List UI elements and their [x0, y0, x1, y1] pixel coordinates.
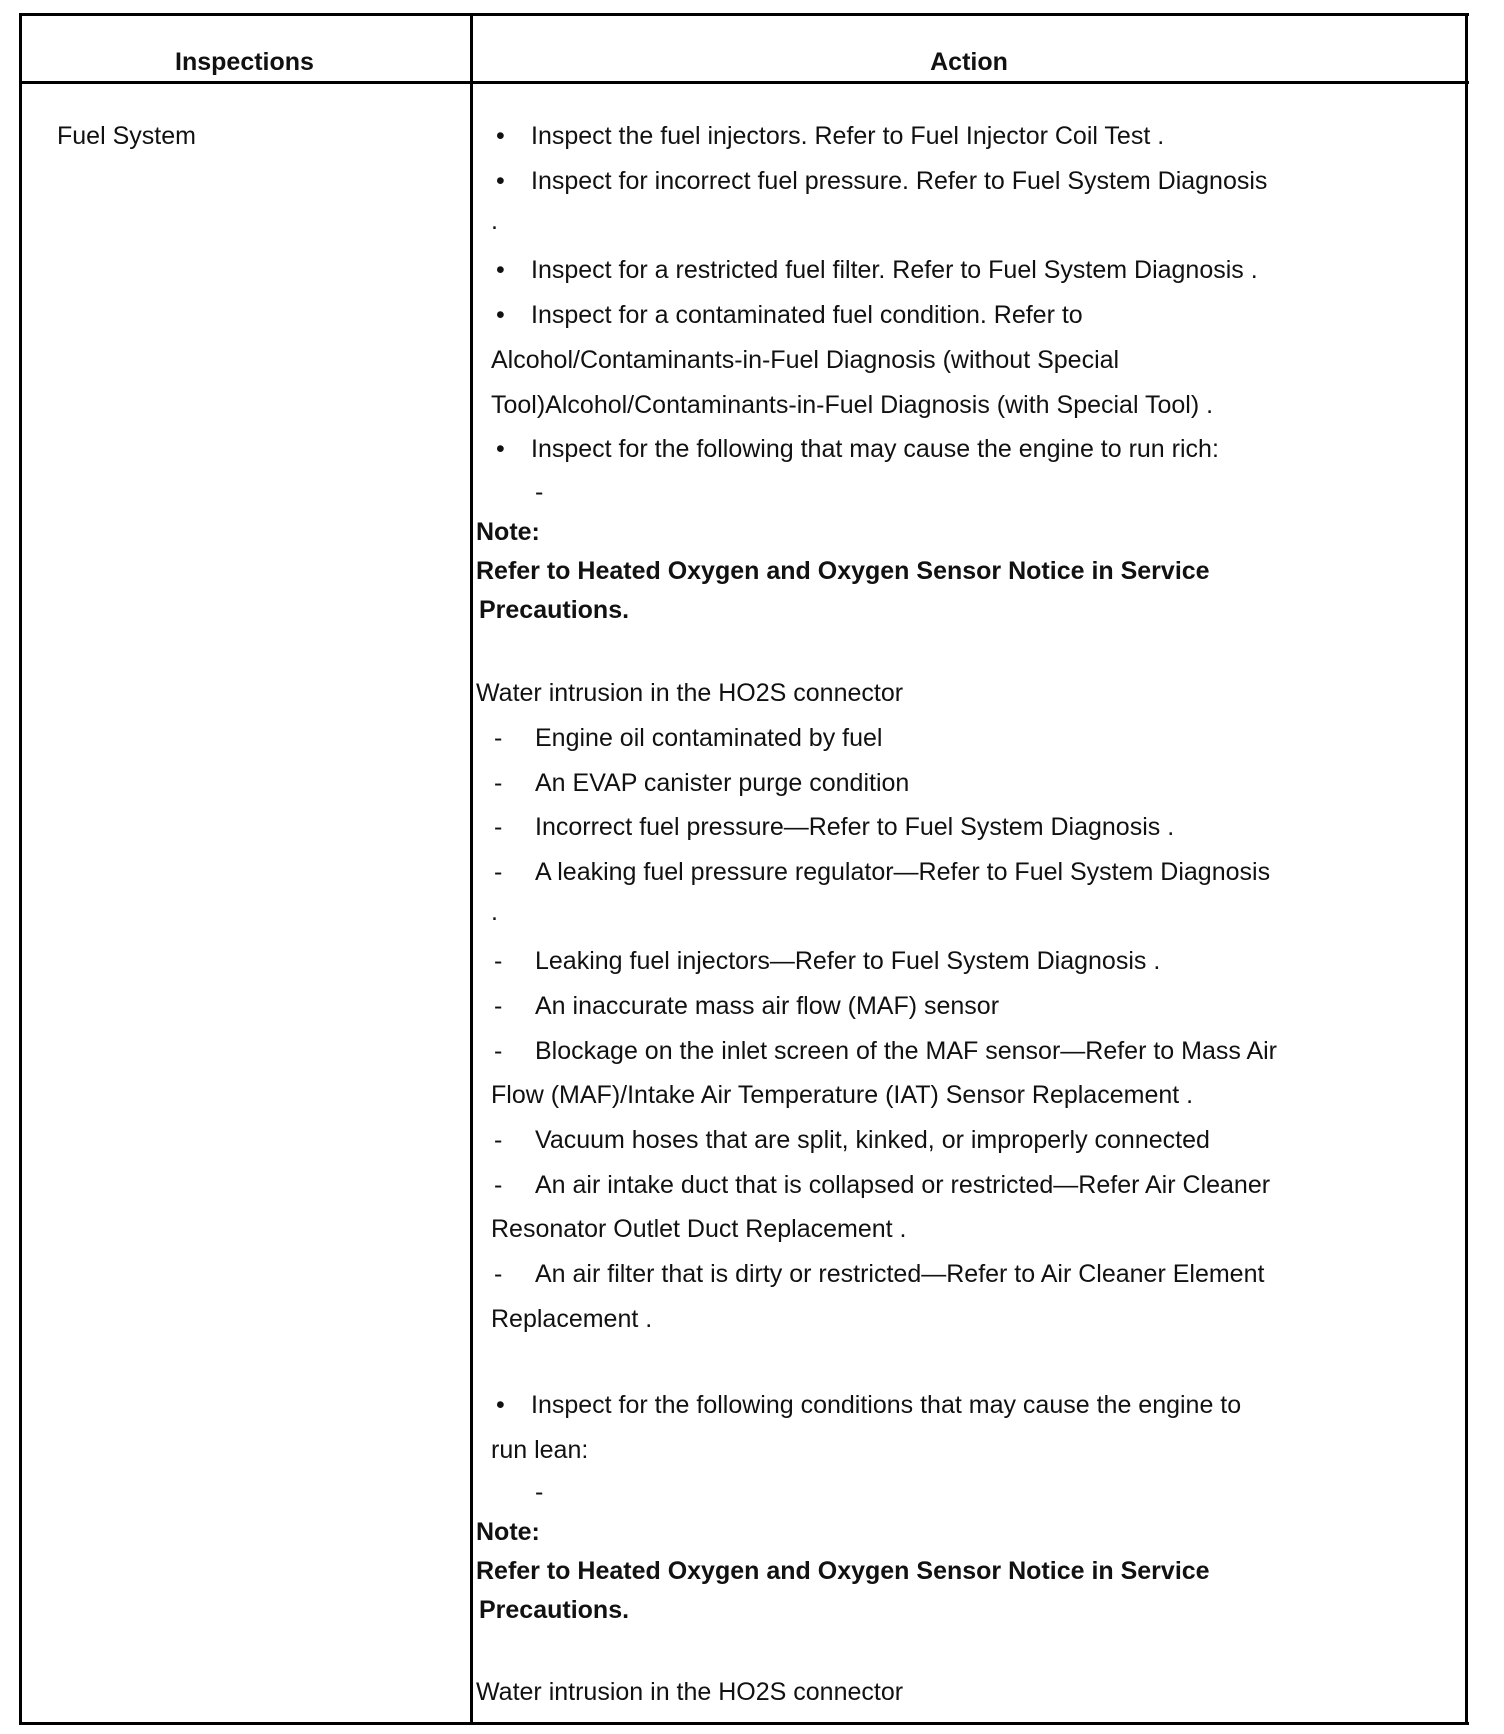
- dash-marker: -: [494, 947, 503, 975]
- action-line: Water intrusion in the HO2S connector: [476, 679, 904, 707]
- note-label: Note:: [476, 1518, 540, 1546]
- dash-marker: -: [494, 769, 503, 797]
- action-column-header: Action: [930, 47, 1008, 76]
- bullet-marker: •: [496, 167, 505, 195]
- dash-marker: -: [494, 813, 503, 841]
- table-bottom-border: [19, 1722, 1469, 1725]
- action-line: Blockage on the inlet screen of the MAF sensor—Refer to Mass Air: [535, 1037, 1278, 1065]
- action-line: .: [491, 207, 498, 235]
- inspection-name: Fuel System: [57, 122, 196, 150]
- note-text: Refer to Heated Oxygen and Oxygen Sensor Notice in Service: [476, 1557, 1210, 1585]
- action-line: Inspect the fuel injectors. Refer to Fuel Injector Coil Test .: [531, 122, 1165, 150]
- dash-marker: -: [494, 1260, 503, 1288]
- action-line: -: [535, 478, 544, 506]
- action-line: Flow (MAF)/Intake Air Temperature (IAT) Sensor Replacement .: [491, 1081, 1194, 1109]
- action-line: .: [491, 898, 498, 926]
- action-line: Vacuum hoses that are split, kinked, or improperly connected: [535, 1126, 1210, 1154]
- action-line: Replacement .: [491, 1305, 653, 1333]
- dash-marker: -: [494, 724, 503, 752]
- action-line: An air filter that is dirty or restricted—Refer to Air Cleaner Element: [535, 1260, 1265, 1288]
- action-line: Inspect for a restricted fuel filter. Refer to Fuel System Diagnosis .: [531, 256, 1258, 284]
- action-line: Engine oil contaminated by fuel: [535, 724, 883, 752]
- note-text: Precautions.: [479, 596, 630, 624]
- action-line: A leaking fuel pressure regulator—Refer to Fuel System Diagnosis: [535, 858, 1271, 886]
- action-line: Tool)Alcohol/Contaminants-in-Fuel Diagnosis (with Special Tool) .: [491, 391, 1214, 419]
- column-divider: [470, 13, 473, 1725]
- action-line: Leaking fuel injectors—Refer to Fuel System Diagnosis .: [535, 947, 1161, 975]
- dash-marker: -: [494, 992, 503, 1020]
- table-left-border: [19, 13, 22, 1725]
- action-line: Resonator Outlet Duct Replacement .: [491, 1215, 907, 1243]
- dash-marker: -: [494, 1171, 503, 1199]
- action-line: An EVAP canister purge condition: [535, 769, 910, 797]
- action-line: run lean:: [491, 1436, 589, 1464]
- dash-marker: -: [494, 858, 503, 886]
- action-line: Alcohol/Contaminants-in-Fuel Diagnosis (without Special: [491, 346, 1120, 374]
- note-text: Refer to Heated Oxygen and Oxygen Sensor Notice in Service: [476, 557, 1210, 585]
- dash-marker: -: [494, 1126, 503, 1154]
- action-line: Inspect for the following conditions that may cause the engine to: [531, 1391, 1242, 1419]
- action-line: Water intrusion in the HO2S connector: [476, 1678, 904, 1706]
- bullet-marker: •: [496, 256, 505, 284]
- action-line: -: [535, 1478, 544, 1506]
- note-label: Note:: [476, 518, 540, 546]
- table-right-border: [1465, 13, 1468, 1725]
- bullet-marker: •: [496, 1391, 505, 1419]
- bullet-marker: •: [496, 301, 505, 329]
- action-line: An air intake duct that is collapsed or restricted—Refer Air Cleaner: [535, 1171, 1271, 1199]
- action-line: An inaccurate mass air flow (MAF) sensor: [535, 992, 1000, 1020]
- action-line: Incorrect fuel pressure—Refer to Fuel System Diagnosis .: [535, 813, 1175, 841]
- action-line: Inspect for the following that may cause the engine to run rich:: [531, 435, 1219, 463]
- inspections-column-header: Inspections: [175, 47, 314, 76]
- bullet-marker: •: [496, 122, 505, 150]
- inspection-table: [19, 13, 1469, 1725]
- action-line: Inspect for a contaminated fuel condition. Refer to: [531, 301, 1083, 329]
- dash-marker: -: [494, 1037, 503, 1065]
- bullet-marker: •: [496, 435, 505, 463]
- action-line: Inspect for incorrect fuel pressure. Refer to Fuel System Diagnosis: [531, 167, 1268, 195]
- note-text: Precautions.: [479, 1596, 630, 1624]
- table-top-border: [19, 13, 1469, 16]
